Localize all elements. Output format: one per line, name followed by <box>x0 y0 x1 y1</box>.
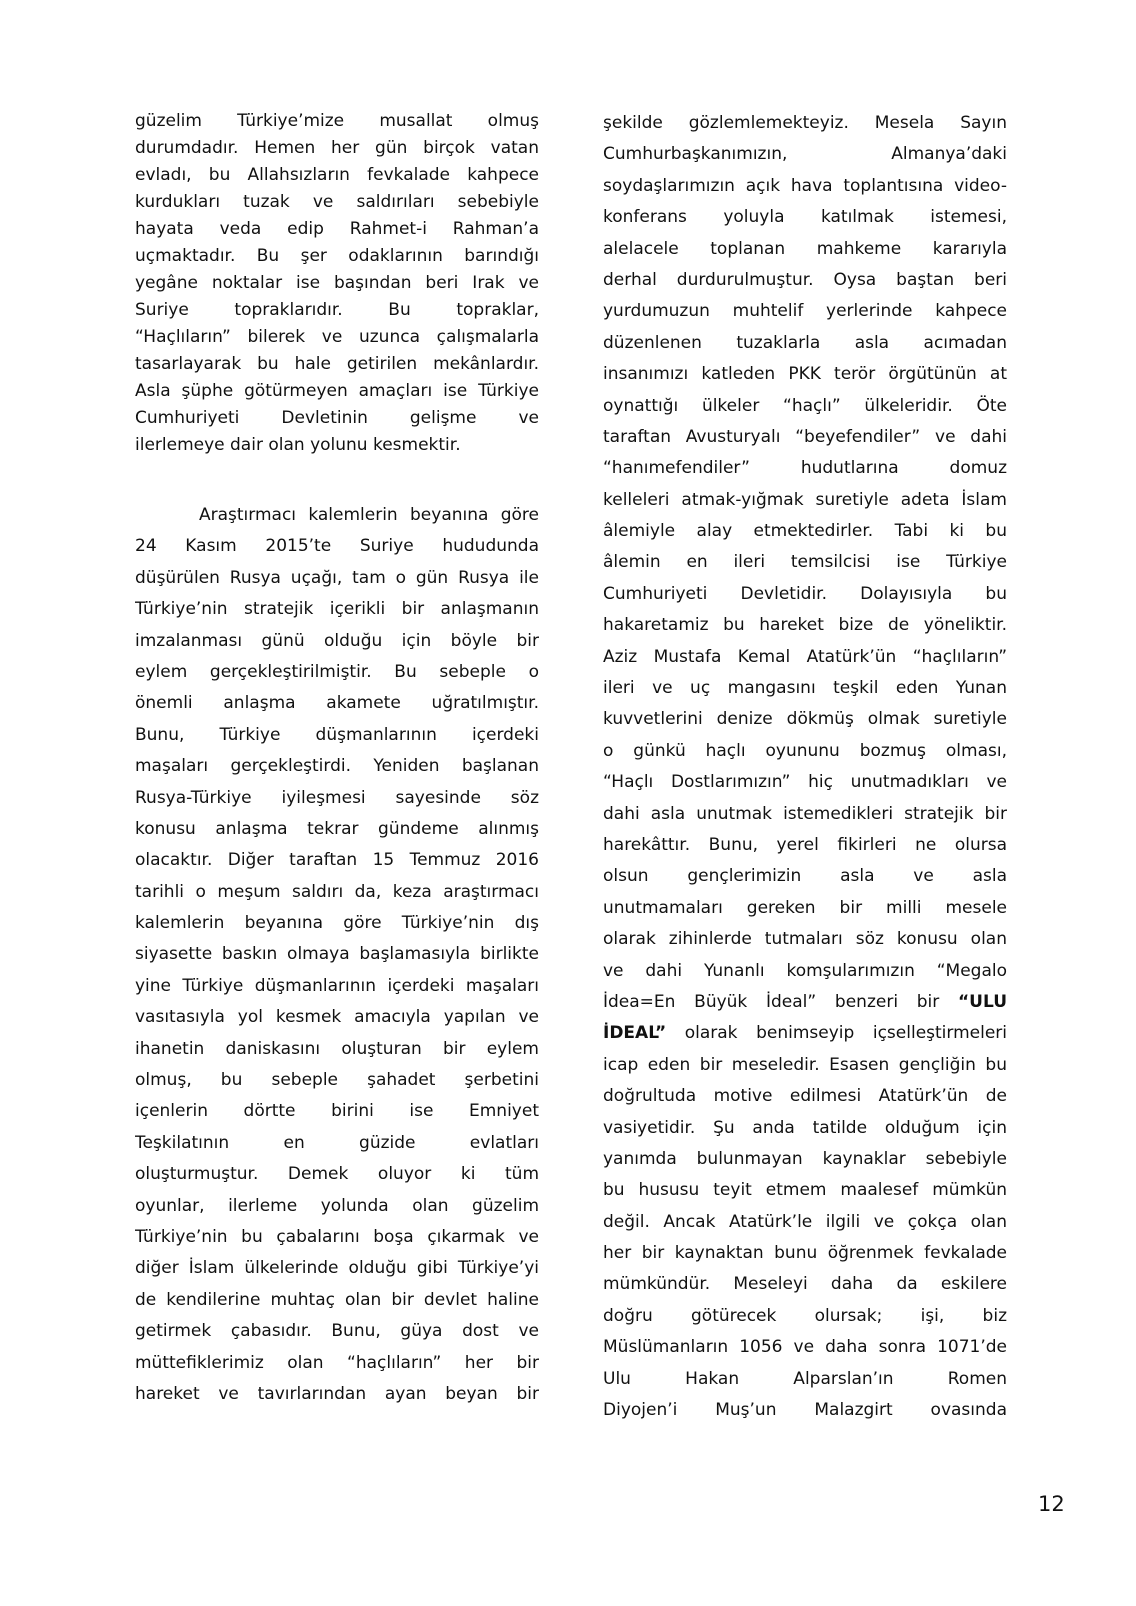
text-run: İdea=En Büyük İdeal” benzeri bir <box>603 991 958 1012</box>
paragraph <box>135 500 539 1410</box>
text-line: vasiyetidir. Şu anda tatilde olduğum için <box>603 1117 1007 1138</box>
paragraph-gap <box>135 459 539 500</box>
text-line: evladı, bu Allahsızların fevkalade kahpece <box>135 165 539 185</box>
text-line <box>603 1018 1007 1049</box>
text-line: soydaşlarımızın açık hava toplantısına video- <box>603 175 1007 196</box>
text-line: her bir kaynaktan bunu öğrenmek fevkalade <box>603 1243 1007 1264</box>
text-line: Aziz Mustafa Kemal Atatürk’ün “haçlıların” <box>603 646 1007 667</box>
text-line: Araştırmacı kalemlerin beyanına göre <box>199 505 539 525</box>
text-line: Asla şüphe götürmeyen amaçları ise Türkiye <box>135 381 539 401</box>
right-column <box>603 108 1007 1426</box>
text-line: güzelim Türkiye’mize musallat olmuş <box>135 111 539 131</box>
text-line: “Haçlı Dostlarımızın” hiç unutmadıkları ve <box>603 772 1007 793</box>
text-line: eylem gerçekleştirilmiştir. Bu sebeple o <box>135 661 539 682</box>
text-line: olacaktır. Diğer taraftan 15 Temmuz 2016 <box>135 850 539 871</box>
text-line: maşaları gerçekleştirdi. Yeniden başlanan <box>135 756 539 777</box>
text-line: bu hususu teyit etmem maalesef mümkün <box>603 1180 1007 1201</box>
text-line: olarak zihinlerde tutmaları söz konusu olan <box>603 929 1007 950</box>
text-line: tasarlayarak bu hale getirilen mekânlardır. <box>135 354 539 374</box>
text-line: kurdukları tuzak ve saldırıları sebebiyle <box>135 192 539 212</box>
text-line: Cumhuriyeti Devletidir. Dolayısıyla bu <box>603 583 1007 604</box>
text-line: oynattığı ülkeler “haçlı” ülkeleridir. Öte <box>603 395 1007 416</box>
text-line: Türkiye’nin stratejik içerikli bir anlaşmanın <box>135 599 539 620</box>
text-line: müttefiklerimiz olan “haçlıların” her bir <box>135 1352 539 1373</box>
text-line: doğru götürecek olursak; işi, biz <box>603 1305 1007 1326</box>
text-line: Teşkilatının en güzide evlatları <box>135 1132 539 1153</box>
text-line: yegâne noktalar ise başından beri Irak ve <box>135 273 539 293</box>
text-run: olarak benimseyip içselleştirmeleri <box>666 1023 1007 1044</box>
text-line: uçmaktadır. Bu şer odaklarının barındığı <box>135 246 539 266</box>
text-line: oyunlar, ilerleme yolunda olan güzelim <box>135 1195 539 1216</box>
left-column <box>135 108 539 1410</box>
text-line: konusu anlaşma tekrar gündeme alınmış <box>135 818 539 839</box>
text-line: “hanımefendiler” hudutlarına domuz <box>603 458 1007 479</box>
text-line: o günkü haçlı oyununu bozmuş olması, <box>603 740 1007 761</box>
text-line: hayata veda edip Rahmet-i Rahman’a <box>135 219 539 239</box>
text-line: yanımda bulunmayan kaynaklar sebebiyle <box>603 1148 1007 1169</box>
text-line: doğrultuda motive edilmesi Atatürk’ün de <box>603 1086 1007 1107</box>
text-line: Türkiye’nin bu çabalarını boşa çıkarmak ve <box>135 1226 539 1247</box>
text-line: Suriye topraklarıdır. Bu topraklar, <box>135 300 539 320</box>
text-line: Diyojen’i Muş’un Malazgirt ovasında <box>603 1400 1007 1421</box>
text-line: 24 Kasım 2015’te Suriye hududunda <box>135 536 539 557</box>
text-line: tarihli o meşum saldırı da, keza araştırmacı <box>135 881 539 902</box>
text-line: şekilde gözlemlemekteyiz. Mesela Sayın <box>603 113 1007 133</box>
text-line: alelacele toplanan mahkeme kararıyla <box>603 238 1007 259</box>
text-line: âlemiyle alay etmektedirler. Tabi ki bu <box>603 521 1007 542</box>
text-line: imzalanması günü olduğu için böyle bir <box>135 630 539 651</box>
text-line: mümkündür. Meseleyi daha da eskilere <box>603 1274 1007 1295</box>
text-line: hareket ve tavırlarından ayan beyan bir <box>135 1383 539 1404</box>
text-line <box>603 987 1007 1018</box>
text-line: hakaretamiz bu hareket bize de yöneliktir. <box>603 615 1007 636</box>
text-line: icap eden bir meseledir. Esasen gençliğin bu <box>603 1054 1007 1075</box>
text-line: taraftan Avusturyalı “beyefendiler” ve dahi <box>603 426 1007 447</box>
text-line: kuvvetlerini denize dökmüş olmak suretiyle <box>603 709 1007 730</box>
text-line: Müslümanların 1056 ve daha sonra 1071’de <box>603 1337 1007 1358</box>
paragraph <box>135 108 539 459</box>
page-number: 12 <box>1038 1492 1065 1516</box>
text-line: olmuş, bu sebeple şahadet şerbetini <box>135 1070 539 1091</box>
text-line: ilerlemeye dair olan yolunu kesmektir. <box>135 435 461 455</box>
text-line: Rusya-Türkiye iyileşmesi sayesinde söz <box>135 787 539 808</box>
text-line: değil. Ancak Atatürk’le ilgili ve çokça olan <box>603 1211 1007 1232</box>
text-line: “Haçlıların” bilerek ve uzunca çalışmalarla <box>135 327 539 347</box>
text-line: Cumhuriyeti Devletinin gelişme ve <box>135 408 539 428</box>
text-line: derhal durdurulmuştur. Oysa baştan beri <box>603 269 1007 290</box>
text-line: getirmek çabasıdır. Bunu, güya dost ve <box>135 1321 539 1342</box>
text-line: önemli anlaşma akamete uğratılmıştır. <box>135 693 539 714</box>
text-line: yine Türkiye düşmanlarının içerdeki maşaları <box>135 975 539 996</box>
text-line: harekâttır. Bunu, yerel fikirleri ne olursa <box>603 834 1007 855</box>
text-line: diğer İslam ülkelerinde olduğu gibi Türkiye’yi <box>135 1258 539 1279</box>
text-line: âlemin en ileri temsilcisi ise Türkiye <box>603 552 1007 573</box>
text-line: durumdadır. Hemen her gün birçok vatan <box>135 138 539 158</box>
text-line: yurdumuzun muhtelif yerlerinde kahpece <box>603 301 1007 322</box>
text-line: konferans yoluyla katılmak istemesi, <box>603 207 1007 228</box>
text-line: unutmamaları gereken bir milli mesele <box>603 897 1007 918</box>
emphasis-ideal: İDEAL” <box>603 1023 667 1044</box>
text-line: düşürülen Rusya uçağı, tam o gün Rusya ile <box>135 567 539 588</box>
emphasis-ulu: “ULU <box>957 991 1007 1012</box>
text-line: Bunu, Türkiye düşmanlarının içerdeki <box>135 724 539 745</box>
text-line: ihanetin daniskasını oluşturan bir eylem <box>135 1038 539 1059</box>
text-line: insanımızı katleden PKK terör örgütünün at <box>603 364 1007 385</box>
text-line: siyasette baskın olmaya başlamasıyla birlikte <box>135 944 539 965</box>
text-line: dahi asla unutmak istemedikleri stratejik bir <box>603 803 1007 824</box>
text-line: Cumhurbaşkanımızın, Almanya’daki <box>603 144 1007 165</box>
text-line: düzenlenen tuzaklarla asla acımadan <box>603 332 1007 353</box>
text-line: olsun gençlerimizin asla ve asla <box>603 866 1007 887</box>
text-line: de kendilerine muhtaç olan bir devlet haline <box>135 1289 539 1310</box>
text-line: Ulu Hakan Alparslan’ın Romen <box>603 1368 1007 1389</box>
text-line: vasıtasıyla yol kesmek amacıyla yapılan ve <box>135 1007 539 1028</box>
text-line: kalemlerin beyanına göre Türkiye’nin dış <box>135 913 539 934</box>
text-line: ve dahi Yunanlı komşularımızın “Megalo <box>603 960 1007 981</box>
text-line: oluşturmuştur. Demek oluyor ki tüm <box>135 1164 539 1185</box>
text-line: ileri ve uç mangasını teşkil eden Yunan <box>603 678 1007 699</box>
text-line: içenlerin dörtte birini ise Emniyet <box>135 1101 539 1122</box>
text-line: kelleleri atmak-yığmak suretiyle adeta İslam <box>603 489 1007 510</box>
